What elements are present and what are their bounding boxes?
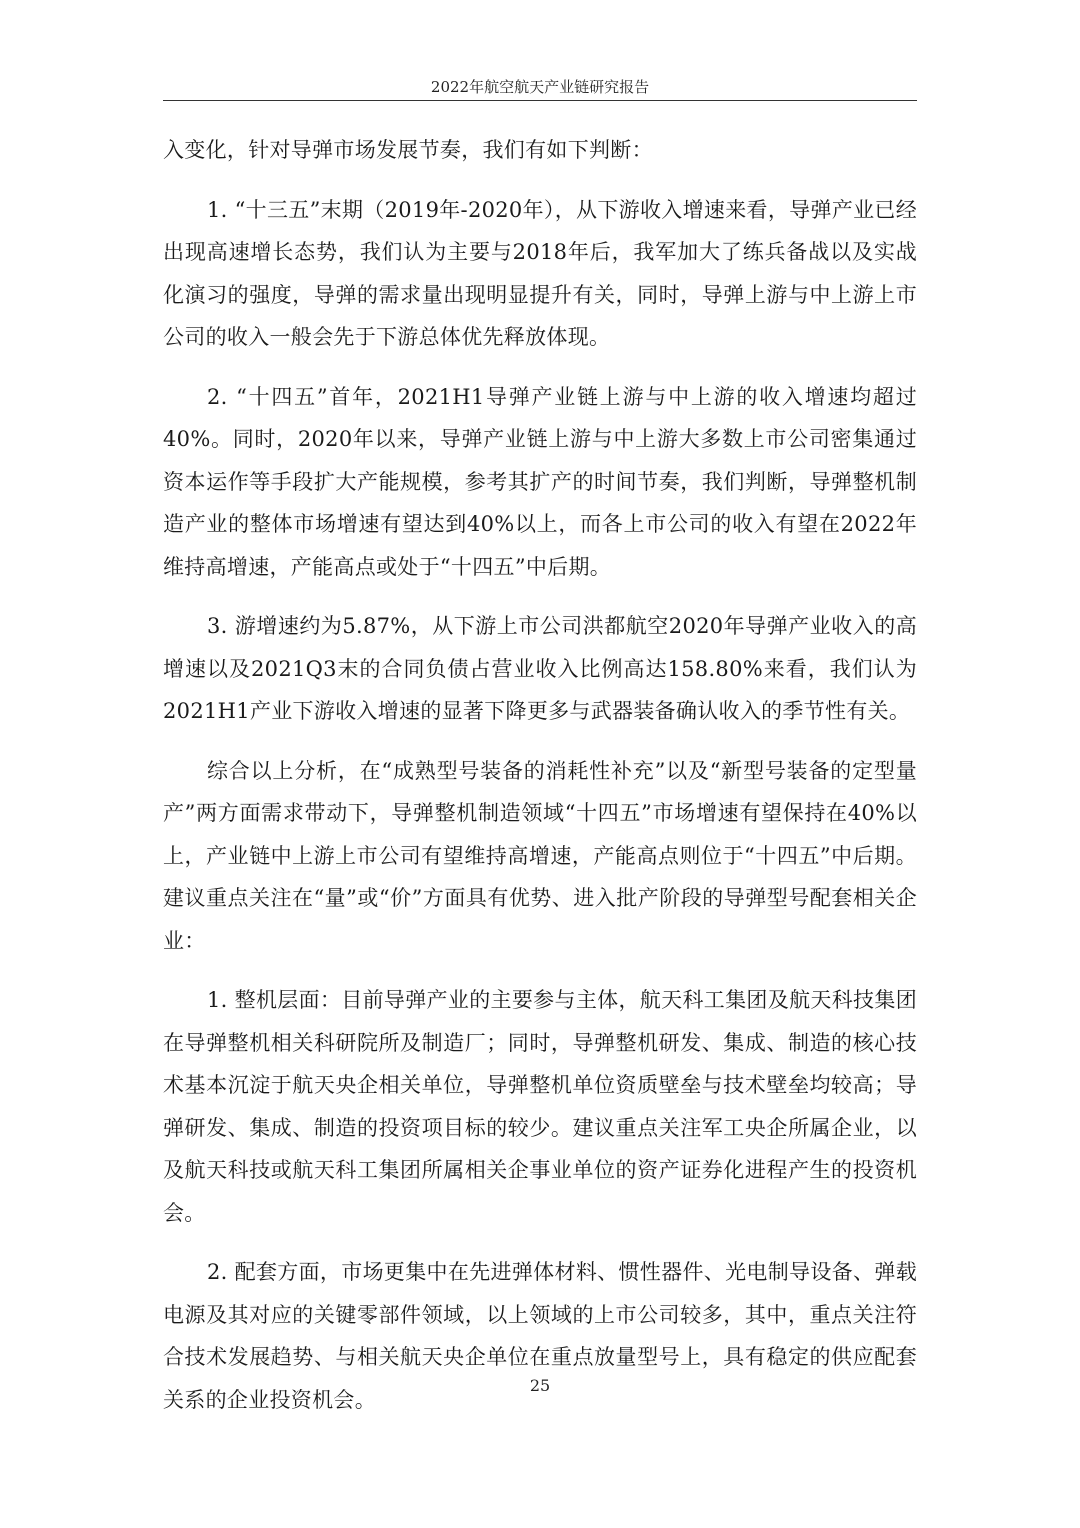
running-header: 2022年航空航天产业链研究报告 (163, 74, 917, 101)
page-number: 25 (529, 1376, 551, 1395)
report-body (163, 129, 917, 1438)
paragraph-judgement-2: 2. “十四五”首年，2021H1导弹产业链上游与中上游的收入增速均超过40%。同时，2020年以来，导弹产业链上游与中上游大多数上市公司密集通过资本运作等手段扩大产能规模，参考其扩产的时间节奏，我们判断，导弹整机制造产业的整体市场增速有望达到40%以上，而各上市公司的收入有望在2022年维持高增速，产能高点或处于“十四五”中后期。 (163, 384, 917, 579)
paragraph-judgement-1: 1. “十三五”末期（2019年-2020年），从下游收入增速来看，导弹产业已经出现高速增长态势，我们认为主要与2018年后，我军加大了练兵备战以及实战化演习的强度，导弹的需求量出现明显提升有关，同时，导弹上游与中上游上市公司的收入一般会先于下游总体优先释放体现。 (163, 197, 917, 349)
paragraph-continuation: 入变化，针对导弹市场发展节奏，我们有如下判断： (163, 138, 653, 162)
paragraph-judgement-3: 3. 游增速约为5.87%，从下游上市公司洪都航空2020年导弹产业收入的高增速以及2021Q3末的合同负债占营业收入比例高达158.80%来看，我们认为2021H1产业下游收入增速的显著下降更多与武器装备确认收入的季节性有关。 (163, 614, 917, 723)
paragraph-recommendation-2: 2. 配套方面，市场更集中在先进弹体材料、惯性器件、光电制导设备、弹载电源及其对应的关键零部件领域，以上领域的上市公司较多，其中，重点关注符合技术发展趋势、与相关航天央企单位在重点放量型号上，具有稳定的供应配套关系的企业投资机会。 (163, 1260, 917, 1412)
paragraph-summary: 综合以上分析，在“成熟型号装备的消耗性补充”以及“新型号装备的定型量产”两方面需求带动下，导弹整机制造领域“十四五”市场增速有望保持在40%以上，产业链中上游上市公司有望维持高增速，产能高点则位于“十四五”中后期。建议重点关注在“量”或“价”方面具有优势、进入批产阶段的导弹型号配套相关企业： (163, 758, 917, 953)
paragraph-recommendation-1: 1. 整机层面：目前导弹产业的主要参与主体，航天科工集团及航天科技集团在导弹整机相关科研院所及制造厂；同时，导弹整机研发、集成、制造的核心技术基本沉淀于航天央企相关单位，导弹整机单位资质壁垒与技术壁垒均较高；导弹研发、集成、制造的投资项目标的较少。建议重点关注军工央企所属企业，以及航天科技或航天科工集团所属相关企事业单位的资产证券化进程产生的投资机会。 (163, 988, 917, 1225)
